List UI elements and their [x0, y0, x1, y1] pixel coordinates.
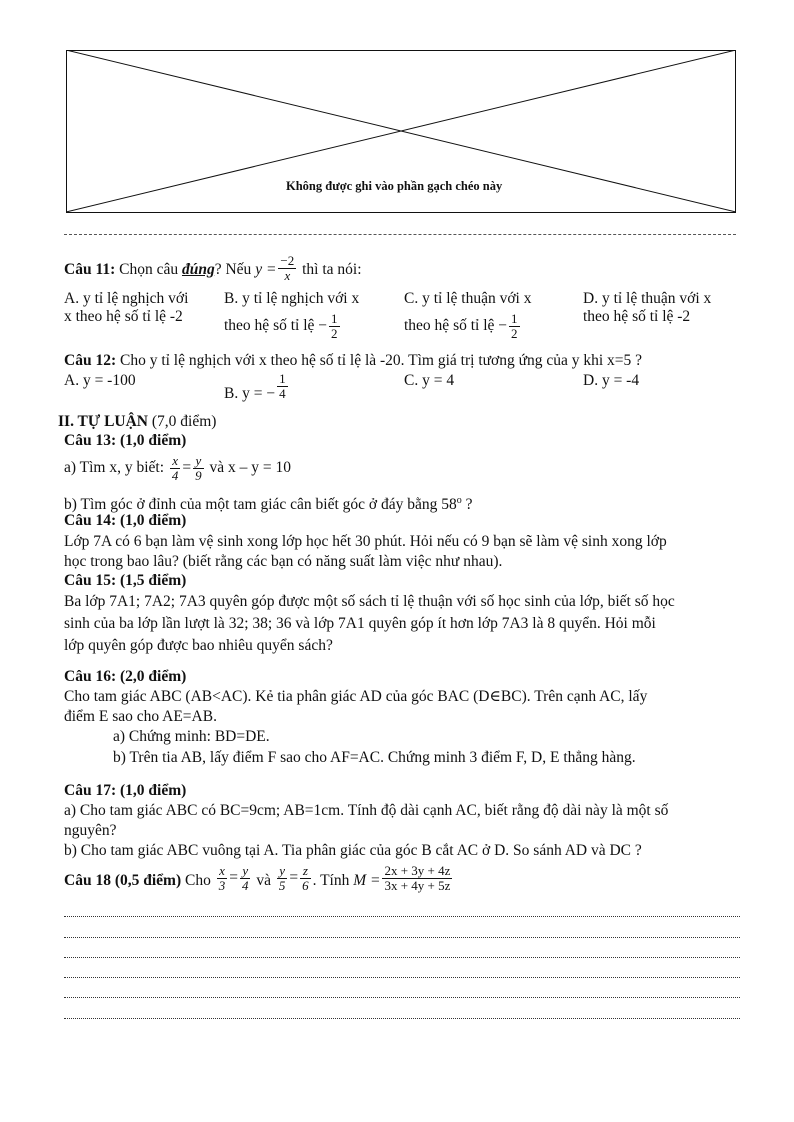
q13-b-text: b) Tìm góc ở đỉnh của một tam giác cân biết góc ở đáy bằng 58 [64, 496, 457, 514]
q18-frac-m [382, 864, 452, 893]
q12-option-b-sign: − [266, 385, 276, 403]
q11-tail: thì ta nói: [302, 261, 362, 279]
q13-frac-2-num: y [193, 454, 204, 469]
q15-line1: Ba lớp 7A1; 7A2; 7A3 quyên góp được một số sách tỉ lệ thuận với số học sinh của lớp, biết số học [64, 593, 675, 610]
q11-option-d-line2: theo hệ số tỉ lệ -2 [583, 308, 691, 325]
q11-option-d [583, 290, 711, 326]
q11-option-a [64, 290, 188, 326]
q18-conj: và [256, 872, 271, 890]
q18-frac-z6-num: z [300, 864, 311, 879]
q12-option-c: C. y = 4 [404, 372, 455, 389]
answer-line-5 [64, 997, 740, 998]
q12-option-b-frac [277, 372, 288, 401]
q17-part-b: b) Cho tam giác ABC vuông tại A. Tia phân giác của góc B cắt AC ở D. So sánh AD và DC ? [64, 842, 642, 859]
q11-option-b-den: 2 [331, 326, 338, 341]
q18-frac-y4-num: y [240, 864, 251, 879]
answer-line-3 [64, 957, 740, 958]
q12-text: Cho y tỉ lệ nghịch với x theo hệ số tỉ lệ là -20. Tìm giá trị tương ứng của y khi x=5 ? [119, 352, 643, 369]
q15-line3: lớp quyên góp được bao nhiêu quyển sách? [64, 637, 333, 654]
no-write-caption: Không được ghi vào phần gạch chéo này [286, 179, 503, 193]
q12-stem [64, 352, 642, 370]
q11-option-c-line2 [404, 312, 531, 341]
q12-option-a: A. y = -100 [64, 372, 136, 389]
section-title-text: II. TỰ LUẬN [58, 413, 149, 430]
q16-part-a: a) Chứng minh: BD=DE. [113, 728, 270, 745]
q11-option-c-den: 2 [511, 326, 518, 341]
q18-frac-x3-den: 3 [218, 878, 226, 893]
q12-option-b-den: 4 [279, 386, 286, 401]
answer-line-1 [64, 916, 740, 917]
q13-frac-2 [193, 454, 204, 483]
q12-option-d: D. y = -4 [583, 372, 640, 389]
q13-eq: = [182, 459, 192, 477]
q14-label: Câu 14: (1,0 điểm) [64, 512, 187, 529]
q11-fraction [278, 254, 296, 283]
q18-stem: Câu 18 (0,5 điểm) Cho $\frac{x}{3}$ = $\frac{y}{4}$ và $\frac{y}{5}$ = $\frac{z}{6}$ . Tính M = $\frac{2x + 3y + 4z}{3x + 4y + 5z}$ [64, 863, 451, 893]
q11-option-b [224, 290, 359, 341]
q11-option-c-frac [509, 312, 520, 341]
q18-intro: Cho [184, 872, 211, 890]
q16-part-b: b) Trên tia AB, lấy điểm F sao cho AF=AC. Chứng minh 3 điểm F, D, E thẳng hàng. [113, 749, 636, 766]
q18-frac-z6 [300, 864, 311, 893]
q11-eq-lhs: y = [255, 261, 277, 279]
q13-b-degree: o [456, 495, 462, 506]
q13-part-b [64, 492, 473, 514]
answer-line-4 [64, 977, 740, 978]
q18-frac-x3-num: x [217, 864, 228, 879]
q17-a-line1: a) Cho tam giác ABC có BC=9cm; AB=1cm. Tính độ dài cạnh AC, biết rằng độ dài này là một số [64, 802, 669, 819]
q18-label: Câu 18 (0,5 điểm) [64, 872, 182, 890]
q18-frac-m-den: 3x + 4y + 5z [384, 878, 451, 893]
q11-option-b-frac [329, 312, 340, 341]
q11-option-d-line1: D. y tỉ lệ thuận với x [583, 290, 712, 307]
q12-label: Câu 12: [64, 352, 117, 369]
q18-frac-y4-den: 4 [241, 878, 249, 893]
q18-frac-y5-num: y [277, 864, 288, 879]
q13-b-end: ? [461, 496, 473, 514]
q12-option-b-num: 1 [279, 371, 286, 386]
q14-line2: học trong bao lâu? (biết rằng các bạn có năng suất làm việc như nhau). [64, 553, 503, 570]
q18-frac-y5-den: 5 [278, 878, 286, 893]
q15-label: Câu 15: (1,5 điểm) [64, 572, 187, 589]
q11-option-b-text: theo hệ số tỉ lệ [224, 317, 315, 335]
q13-frac-1 [170, 454, 181, 483]
q18-frac-z6-den: 6 [302, 878, 309, 893]
q18-frac-m-num: 2x + 3y + 4z [384, 863, 451, 878]
q11-option-c-line1: C. y tỉ lệ thuận với x [404, 290, 532, 307]
q11-option-b-num: 1 [331, 311, 338, 326]
q11-option-c-text: theo hệ số tỉ lệ [404, 317, 495, 335]
q13-frac-1-den: 4 [171, 468, 179, 483]
q11-frac-num: −2 [280, 253, 295, 268]
q11-option-b-sign: − [318, 317, 328, 335]
q13-frac-1-num: x [170, 454, 181, 469]
q13-label: Câu 13: (1,0 điểm) [64, 432, 187, 449]
q11-stem [64, 253, 362, 285]
dashed-separator [64, 234, 736, 235]
q13-part-a [64, 454, 291, 483]
q16-label: Câu 16: (2,0 điểm) [64, 668, 187, 685]
answer-line-2 [64, 937, 740, 938]
q11-option-c-sign: − [498, 317, 508, 335]
q18-m: M = [353, 872, 381, 890]
q18-tinh: . Tính [312, 872, 350, 890]
q11-option-c-num: 1 [511, 311, 518, 326]
q18-frac-x3 [217, 864, 228, 893]
q11-option-a-line2: x theo hệ số tỉ lệ -2 [64, 308, 183, 325]
q16-line1: Cho tam giác ABC (AB<AC). Kẻ tia phân giác AD của góc BAC (D∈BC). Trên cạnh AC, lấy [64, 688, 648, 705]
q11-option-a-line1: A. y tỉ lệ nghịch với [64, 290, 189, 307]
q15-line2: sinh của ba lớp lần lượt là 32; 38; 36 và lớp 7A1 quyên góp ít hơn lớp 7A3 là 8 quyển. Hỏi mỗi [64, 615, 656, 632]
q11-frac-den: x [284, 268, 291, 283]
q11-option-b-line2 [224, 312, 359, 341]
q11-emph: đúng [181, 261, 215, 279]
q12-option-b [224, 372, 290, 401]
q11-option-c [404, 290, 531, 341]
q13-a-prefix: a) Tìm x, y biết: [64, 459, 165, 477]
q13-frac-2-den: 9 [195, 468, 202, 483]
q14-line1: Lớp 7A có 6 bạn làm vệ sinh xong lớp học hết 30 phút. Hỏi nếu có 9 bạn sẽ làm vệ sinh xong lớp [64, 533, 667, 550]
q18-frac-y4 [240, 864, 251, 893]
q13-a-tail: và x – y = 10 [209, 459, 292, 477]
q11-label: Câu 11: [64, 261, 116, 279]
section-title [58, 413, 216, 431]
q18-frac-y5 [277, 864, 288, 893]
q17-label: Câu 17: (1,0 điểm) [64, 782, 187, 799]
q12-option-b-text: B. y = [224, 385, 263, 403]
q17-a-line2: nguyên? [64, 822, 117, 839]
section-points: (7,0 điểm) [151, 413, 217, 430]
q16-line2: điểm E sao cho AE=AB. [64, 708, 217, 725]
answer-line-6 [64, 1018, 740, 1019]
q11-option-b-line1: B. y tỉ lệ nghịch với x [224, 290, 360, 307]
q11-intro: Chọn câu [119, 261, 179, 279]
q11-mid: ? Nếu [214, 261, 252, 279]
